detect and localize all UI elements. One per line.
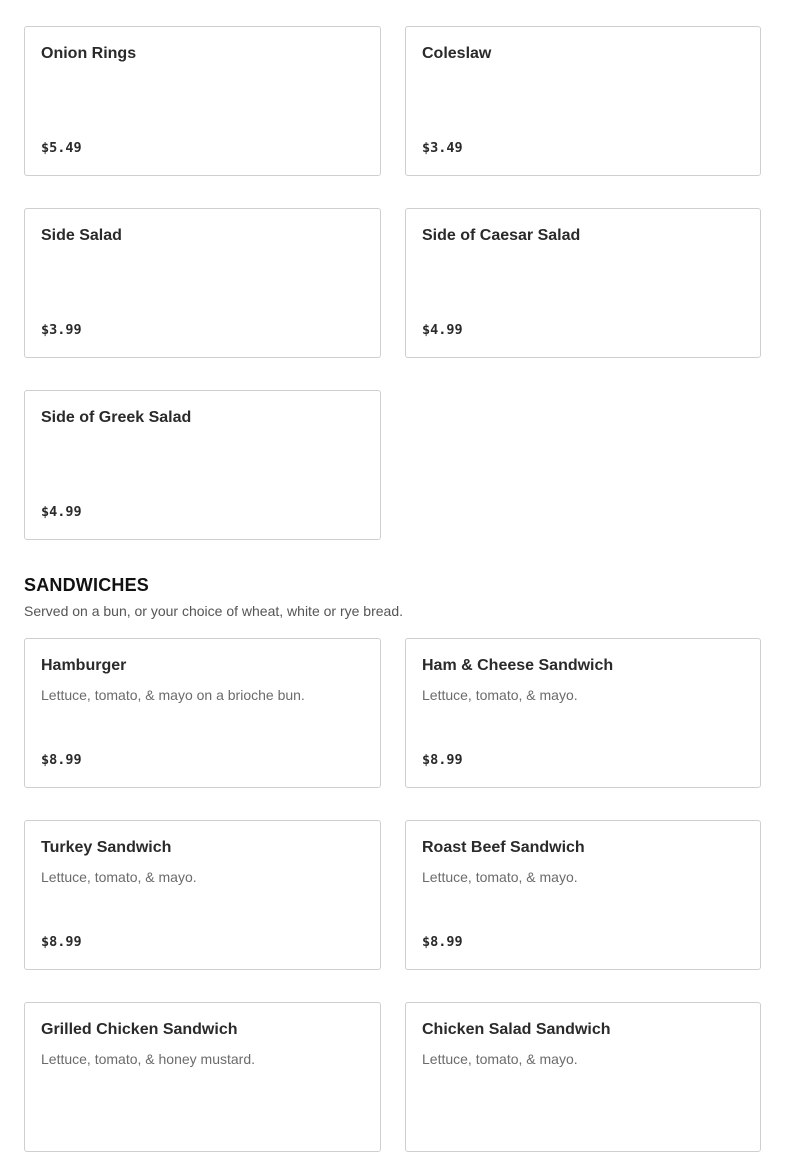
item-name: Coleslaw (422, 45, 492, 62)
item-price: $5.49 (41, 140, 82, 156)
item-name: Roast Beef Sandwich (422, 839, 585, 856)
item-price: $8.99 (41, 752, 82, 768)
item-description: Lettuce, tomato, & honey mustard. (41, 1051, 256, 1067)
sandwiches-section (24, 574, 761, 1152)
sandwiches-grid (24, 638, 761, 1152)
item-name: Onion Rings (41, 45, 137, 62)
item-description: Lettuce, tomato, & mayo. (422, 687, 578, 703)
menu-item-card[interactable] (24, 208, 381, 358)
item-description: Lettuce, tomato, & mayo. (422, 869, 578, 885)
menu-item-card[interactable] (24, 26, 381, 176)
menu-item-card[interactable] (405, 26, 761, 176)
item-price: $8.99 (41, 934, 82, 950)
menu-item-card[interactable] (405, 638, 761, 788)
menu-item-card[interactable] (24, 820, 381, 970)
item-name: Hamburger (41, 657, 127, 674)
item-name: Side of Greek Salad (41, 409, 192, 426)
menu-item-card[interactable] (405, 1002, 761, 1152)
menu-item-card[interactable] (405, 208, 761, 358)
menu-item-card[interactable] (24, 638, 381, 788)
item-name: Ham & Cheese Sandwich (422, 657, 614, 674)
menu-item-card[interactable] (24, 390, 381, 540)
item-price: $3.49 (422, 140, 463, 156)
menu-item-card[interactable] (405, 820, 761, 970)
item-price: $4.99 (41, 504, 82, 520)
item-price: $4.99 (422, 322, 463, 338)
item-price: $3.99 (41, 322, 82, 338)
section-subtitle: Served on a bun, or your choice of wheat, white or rye bread. (24, 603, 403, 619)
item-price: $8.99 (422, 934, 463, 950)
item-description: Lettuce, tomato, & mayo. (41, 869, 197, 885)
item-name: Chicken Salad Sandwich (422, 1021, 611, 1038)
menu-item-card[interactable] (24, 1002, 381, 1152)
item-description: Lettuce, tomato, & mayo on a brioche bun. (41, 687, 305, 703)
item-name: Grilled Chicken Sandwich (41, 1021, 238, 1038)
item-price: $8.99 (422, 752, 463, 768)
sides-grid (24, 26, 761, 540)
item-name: Side Salad (41, 227, 122, 244)
item-name: Turkey Sandwich (41, 839, 172, 856)
item-description: Lettuce, tomato, & mayo. (422, 1051, 578, 1067)
menu-page (24, 26, 761, 1152)
section-title: SANDWICHES (24, 575, 150, 595)
item-name: Side of Caesar Salad (422, 227, 581, 244)
